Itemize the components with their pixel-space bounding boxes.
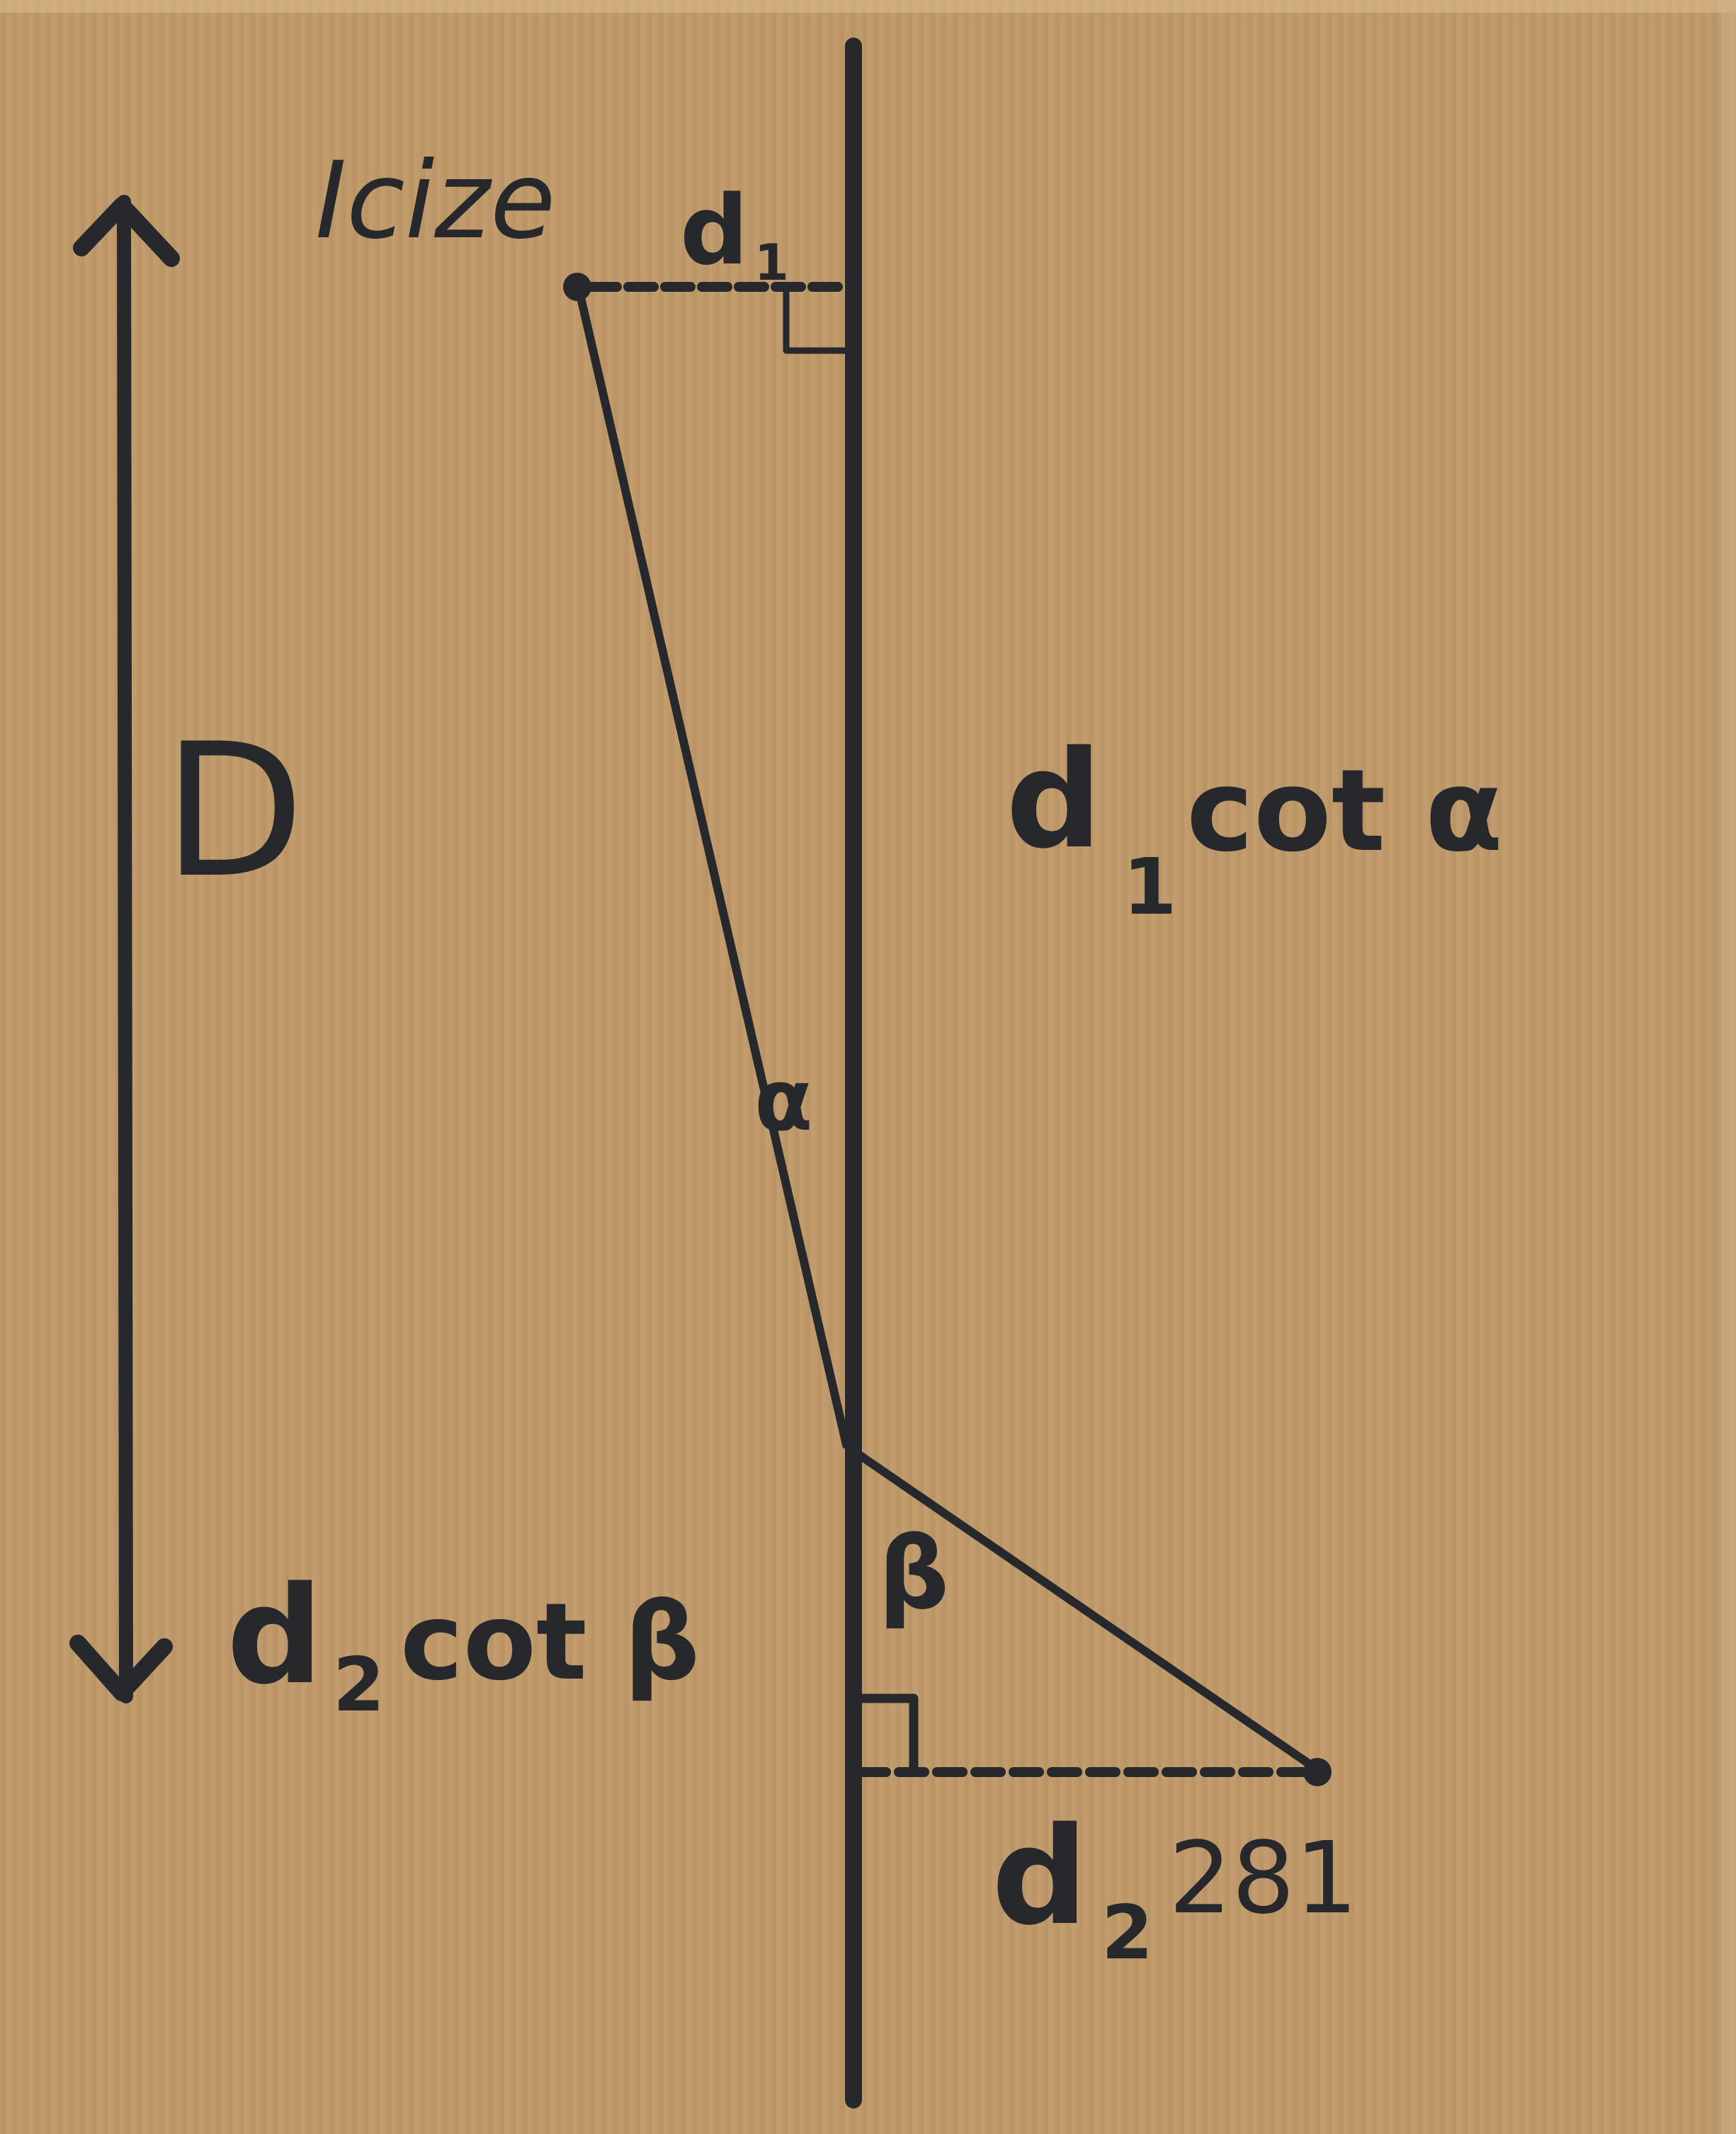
cardboard-right-edge bbox=[1721, 0, 1736, 2134]
upper-slant-line bbox=[581, 297, 846, 1445]
d2-cot-beta-main: d bbox=[227, 1557, 324, 1714]
alpha-label: α bbox=[754, 1052, 813, 1150]
d2-bottom-main: d bbox=[992, 1798, 1089, 1955]
bottom-right-angle-mark bbox=[861, 1698, 914, 1769]
big-d-label: D bbox=[163, 705, 305, 919]
beta-label: β bbox=[878, 1516, 950, 1632]
top-point-label: Icize bbox=[315, 140, 556, 263]
top-right-angle-mark bbox=[786, 287, 850, 351]
d1-label-main: d bbox=[680, 175, 749, 286]
d1-cot-alpha-sub: 1 bbox=[1123, 841, 1177, 932]
d2-bottom-label bbox=[992, 1798, 1153, 1976]
d1-cot-alpha-label bbox=[1006, 722, 1503, 932]
bottom-point-label: 281 bbox=[1169, 1821, 1358, 1936]
d-arrow-shaft bbox=[124, 202, 126, 1696]
d1-cot-alpha-main: d bbox=[1006, 722, 1103, 878]
d1-cot-alpha-rest: cot α bbox=[1186, 744, 1503, 877]
d2-cot-beta-label bbox=[227, 1557, 700, 1728]
d1-label-sub: 1 bbox=[754, 234, 789, 292]
d2-cot-beta-rest: cot β bbox=[400, 1581, 700, 1704]
d2-cot-beta-sub: 2 bbox=[333, 1642, 385, 1728]
d1-label bbox=[680, 175, 789, 292]
cardboard-top-edge bbox=[0, 0, 1736, 13]
d2-bottom-sub: 2 bbox=[1101, 1890, 1154, 1976]
